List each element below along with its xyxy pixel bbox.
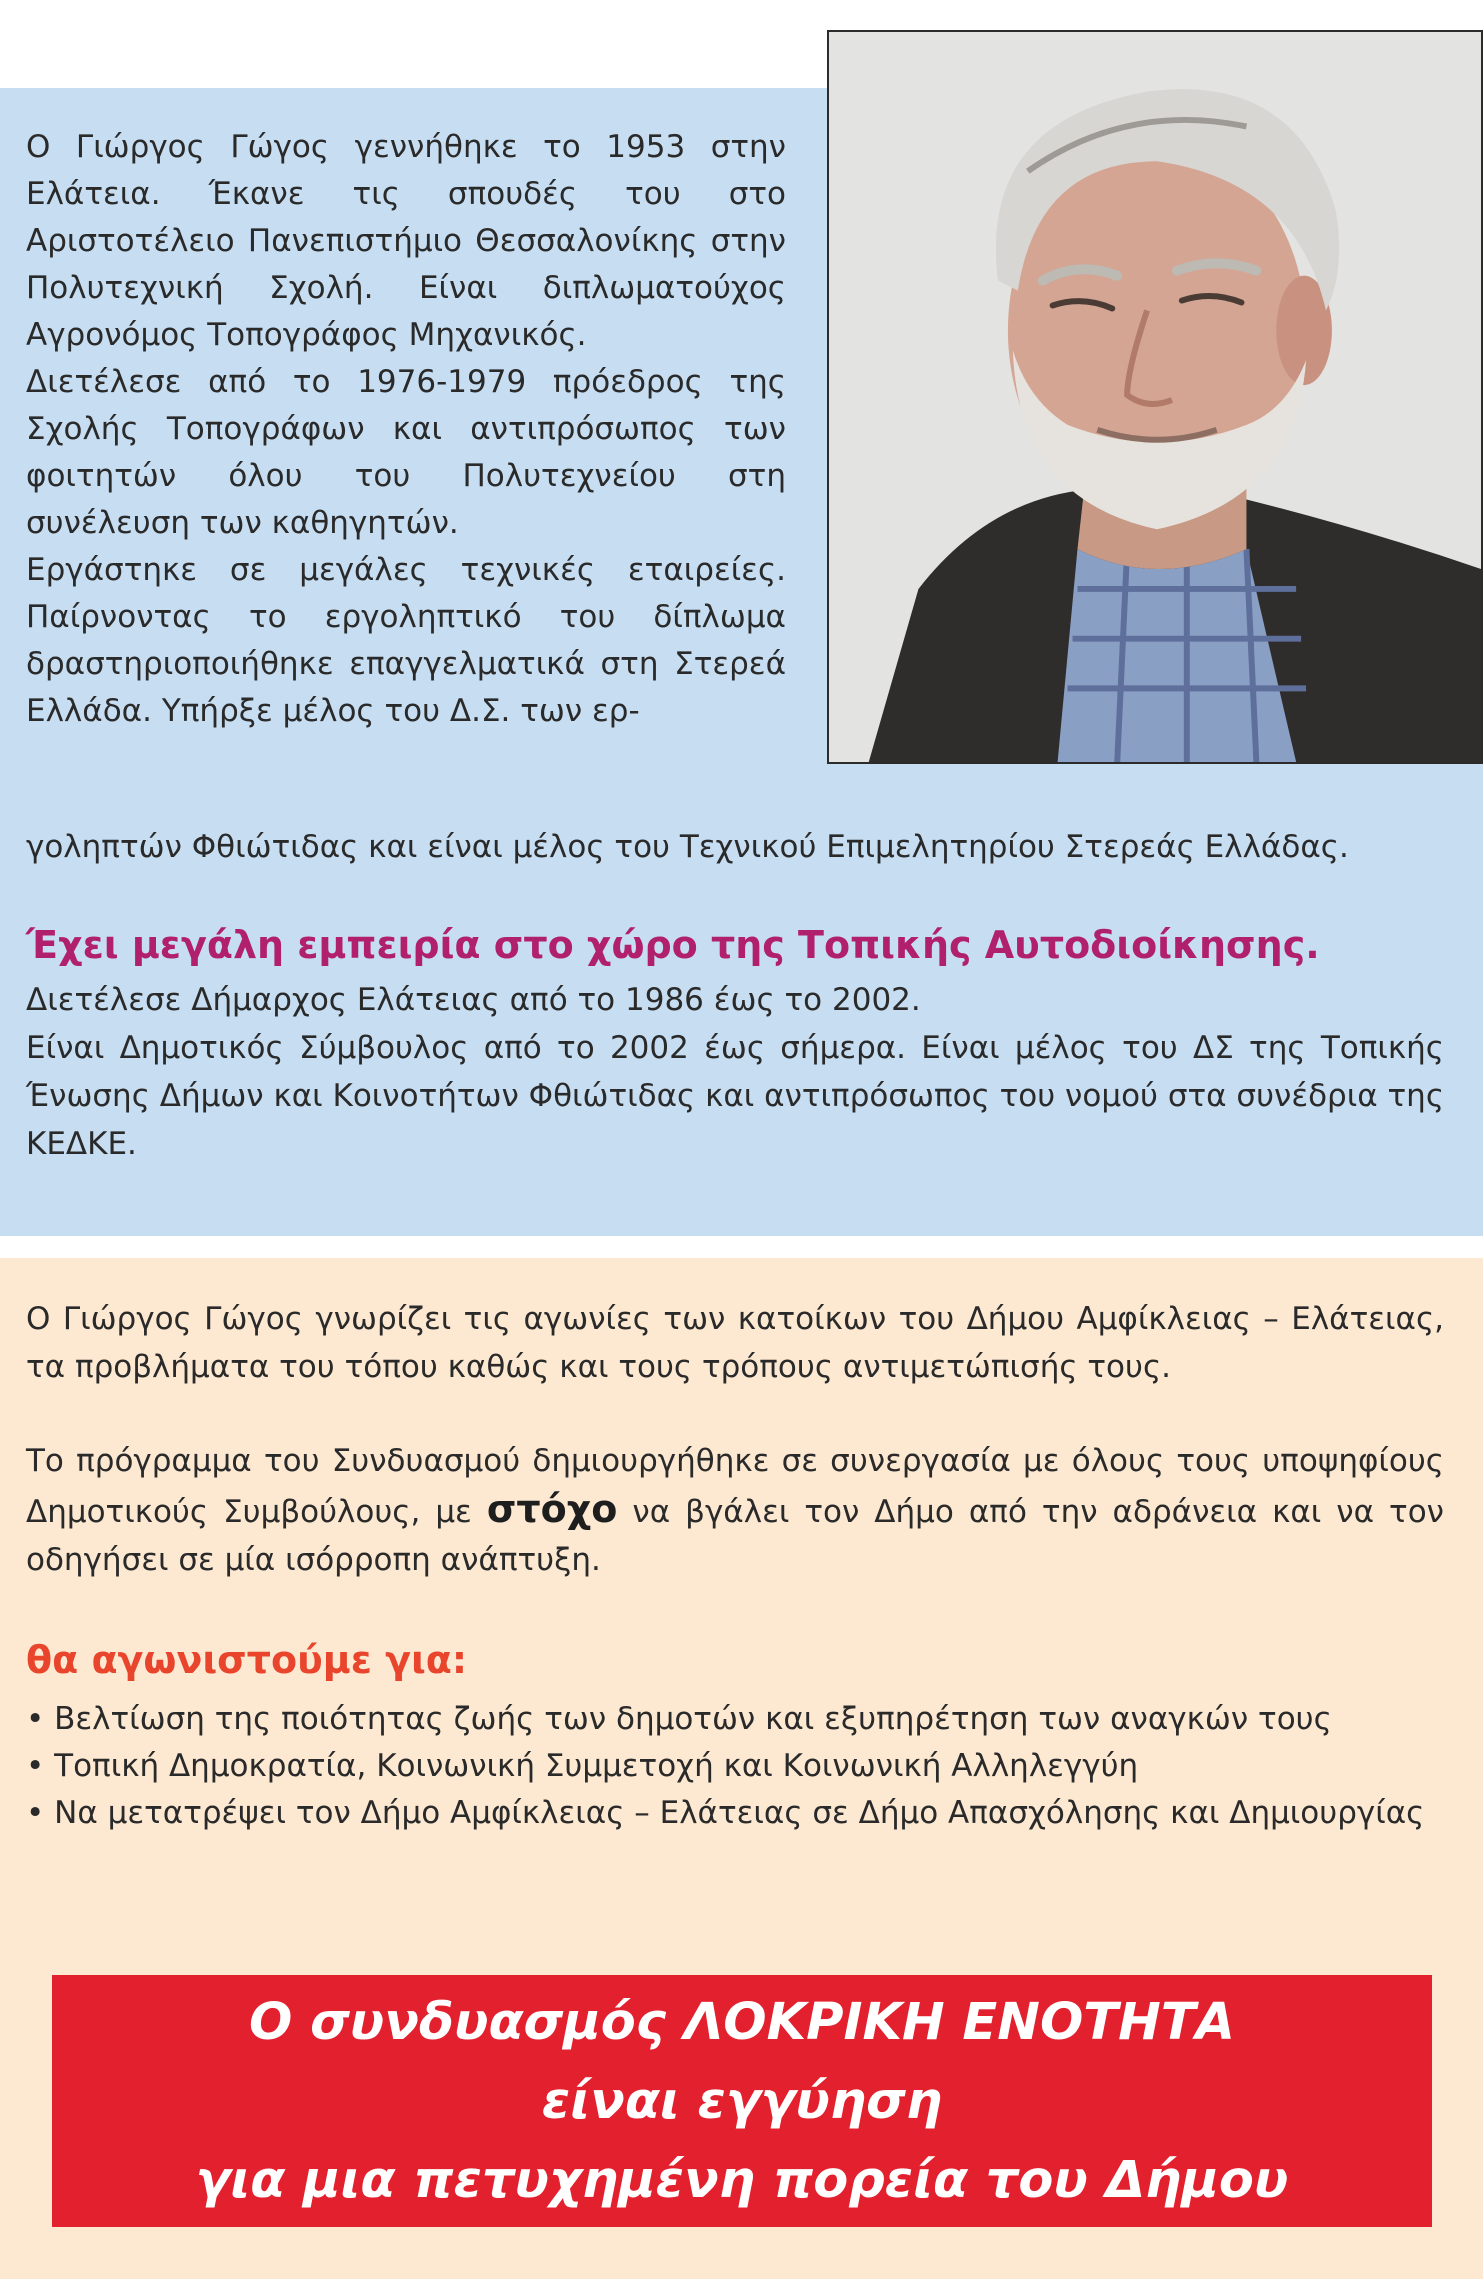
experience-line-mayor: Διετέλεσε Δήμαρχος Ελάτειας από το 1986 έως το 2002.	[26, 982, 921, 1018]
experience-heading: Έχει μεγάλη εμπειρία στο χώρο της Τοπικής Αυτοδιοίκησης.	[26, 923, 1320, 967]
goal-item-local-democracy: • Τοπική Δημοκρατία, Κοινωνική Συμμετοχή και Κοινωνική Αλληλεγγύη	[26, 1748, 1139, 1784]
bio-paragraph-3-continued: γοληπτών Φθιώτιδας και είναι μέλος του Τεχνικού Επιμελητηρίου Στερεάς Ελλάδας.	[26, 829, 1349, 865]
bio-paragraph-1: Ο Γιώργος Γώγος γεννήθηκε το 1953 στην Ελάτεια. Έκανε τις σπουδές του στο Αριστοτέλειο Πανεπιστήμιο Θεσσαλονίκης στην Πολυτεχνική Σχολή. Είναι διπλωματούχος Αγρονόμος Τοπογράφος Μηχανικός.	[26, 129, 786, 353]
portrait-photo	[827, 30, 1483, 764]
goal-emphasis: στόχο	[486, 1487, 618, 1531]
goals-list	[26, 1696, 1444, 1837]
slogan-line-3: για μια πετυχημένη πορεία του Δήμου	[195, 2150, 1289, 2210]
experience-text	[26, 976, 1444, 1168]
bio-paragraph-2: Διετέλεσε από το 1976-1979 πρόεδρος της Σχολής Τοπογράφων και αντιπρόσωπος των φοιτητών όλου του Πολυτεχνείου στη συνέλευση των καθηγητών.	[26, 364, 786, 541]
intro-paragraph-2-start: Το πρόγραμμα του Συνδυασμού δημιουργήθηκε σε συνεργασία με όλους τους υποψηφίους Δημοτικούς Συμβούλους, με	[26, 1443, 1444, 1530]
intro-paragraph-2-end: να βγάλει τον Δήμο από την αδράνεια και να τον οδηγήσει σε μία ισόρροπη ανάπτυξη.	[26, 1494, 1444, 1578]
goals-heading: θα αγωνιστούμε για:	[26, 1638, 468, 1682]
experience-line-councillor: Είναι Δημοτικός Σύμβουλος από το 2002 έως σήμερα. Είναι μέλος του ΔΣ της Τοπικής Ένωσης Δήμων και Κοινοτήτων Φθιώτιδας και αντιπρόσωπος του νομού στα συνέδρια της ΚΕΔΚΕ.	[26, 1030, 1445, 1162]
goal-item-quality-of-life: • Βελτίωση της ποιότητας ζωής των δημοτών και εξυπηρέτηση των αναγκών τους	[26, 1701, 1332, 1737]
bio-text	[26, 124, 786, 735]
portrait-image-icon	[829, 32, 1481, 762]
bio-paragraph-3: Εργάστηκε σε μεγάλες τεχνικές εταιρείες. Παίρνοντας το εργοληπτικό του δίπλωμα δραστηριοποιήθηκε επαγγελματικά στη Στερεά Ελλάδα. Υπήρξε μέλος του Δ.Σ. των ερ-	[26, 552, 786, 729]
intro-paragraph-1: Ο Γιώργος Γώγος γνωρίζει τις αγωνίες των κατοίκων του Δήμου Αμφίκλειας – Ελάτειας, τα προβλήματα του τόπου καθώς και τους τρόπους αντιμετώπισής τους.	[26, 1301, 1444, 1385]
slogan-line-2: είναι εγγύηση	[541, 2071, 943, 2131]
goal-item-employment: • Να μετατρέψει τον Δήμο Αμφίκλειας – Ελάτειας σε Δήμο Απασχόλησης και Δημιουργίας	[26, 1795, 1425, 1831]
program-intro	[26, 1295, 1444, 1630]
intro-paragraph-2	[26, 1437, 1444, 1584]
slogan-line-1: Ο συνδυασμός ΛΟΚΡΙΚΗ ΕΝΟΤΗΤΑ	[248, 1992, 1236, 2052]
slogan-banner	[52, 1975, 1432, 2227]
